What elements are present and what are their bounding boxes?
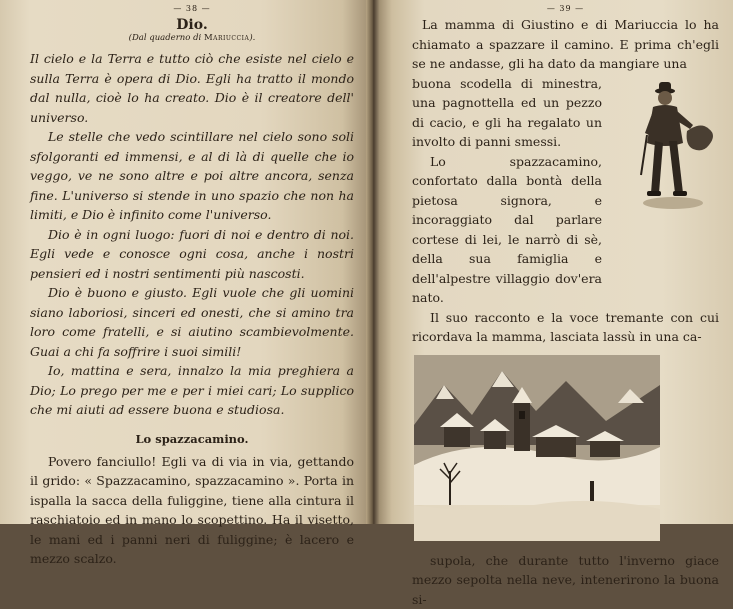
right-paragraph-1-wrap: buona scodella di minestra, una pagnottella ed un pezzo di cacio, e gli ha regalato un involto di panni smessi. [412, 74, 602, 152]
section-title-dio: Dio. [30, 17, 354, 33]
spazzacamino-paragraph: Povero fanciullo! Egli va di via in via, gettando il grido: « Spazzacamino, spazzacamino ». Porta in ispalla la sacca della fuliggine, tiene alla cintura il raschiatoio ed in mano lo scopettino. Ha il visetto, le mani ed i panni neri di fuliggine; è lacero e mezzo scalzo. [30, 452, 354, 569]
source-note [30, 33, 354, 43]
dio-paragraph: Io, mattina e sera, innalzo la mia preghiera a Dio; Lo prego per me e per i miei cari; Lo supplico che mi aiuti ad essere buona e studiosa. [30, 361, 354, 420]
source-prefix: (Dal quaderno di [129, 33, 202, 43]
book-gutter [366, 0, 380, 524]
section-title-spazzacamino: Lo spazzacamino. [30, 432, 354, 446]
right-paragraph-2: Lo spazzacamino, confortato dalla bontà della pietosa signora, e incoraggiato dal parlare cortese di lei, le narrò di sè, della sua famiglia e dell'alpestre villaggio dov'era nato. [412, 152, 602, 308]
dio-paragraph: Dio è in ogni luogo: fuori di noi e dentro di noi. Egli vede e conosce ogni cosa, anche i nostri pensieri ed i nostri sentimenti più nascosti. [30, 225, 354, 284]
right-page [374, 0, 733, 524]
source-suffix: ). [249, 33, 255, 43]
page-number-right: — 39 — [412, 4, 719, 13]
dio-paragraph: Dio è buono e giusto. Egli vuole che gli uomini siano laboriosi, sinceri ed onesti, che si amino tra loro come fratelli, e si aiutino scambievolmente. Guai a chi fa soffrire i suoi simili! [30, 283, 354, 361]
spazzacamino-text [30, 452, 354, 569]
dio-text [30, 49, 354, 420]
snowy-village-illustration [414, 355, 660, 541]
right-text-block [412, 15, 719, 609]
left-page [0, 0, 372, 524]
dio-paragraph: Il cielo e la Terra e tutto ciò che esiste nel cielo e sulla Terra è opera di Dio. Egli ha tratto il mondo dal nulla, cioè lo ha creato. Dio è il creatore dell' universo. [30, 49, 354, 127]
right-paragraph-4: supola, che durante tutto l'inverno giace mezzo sepolta nella neve, intenerirono la buona si- [412, 551, 719, 609]
right-paragraph-3: Il suo racconto e la voce tremante con cui ricordava la mamma, lasciata lassù in una ca- [412, 308, 719, 347]
page-number-left: — 38 — [30, 4, 354, 13]
dio-paragraph: Le stelle che vedo scintillare nel cielo sono soli sfolgoranti ed immensi, e al di là di quelle che io veggo, ve ne sono altre e poi altre ancora, senza fine. L'universo si stende in uno spazio che non ha limiti, e Dio è infinito come l'universo. [30, 127, 354, 225]
chimney-sweep-illustration [635, 79, 715, 215]
right-paragraph-1: La mamma di Giustino e di Mariuccia lo ha chiamato a spazzare il camino. E prima ch'egli se ne andasse, gli ha dato da mangiare una [412, 15, 719, 74]
source-name: Mariuccia [204, 33, 249, 43]
text-beside-figure [412, 74, 602, 308]
